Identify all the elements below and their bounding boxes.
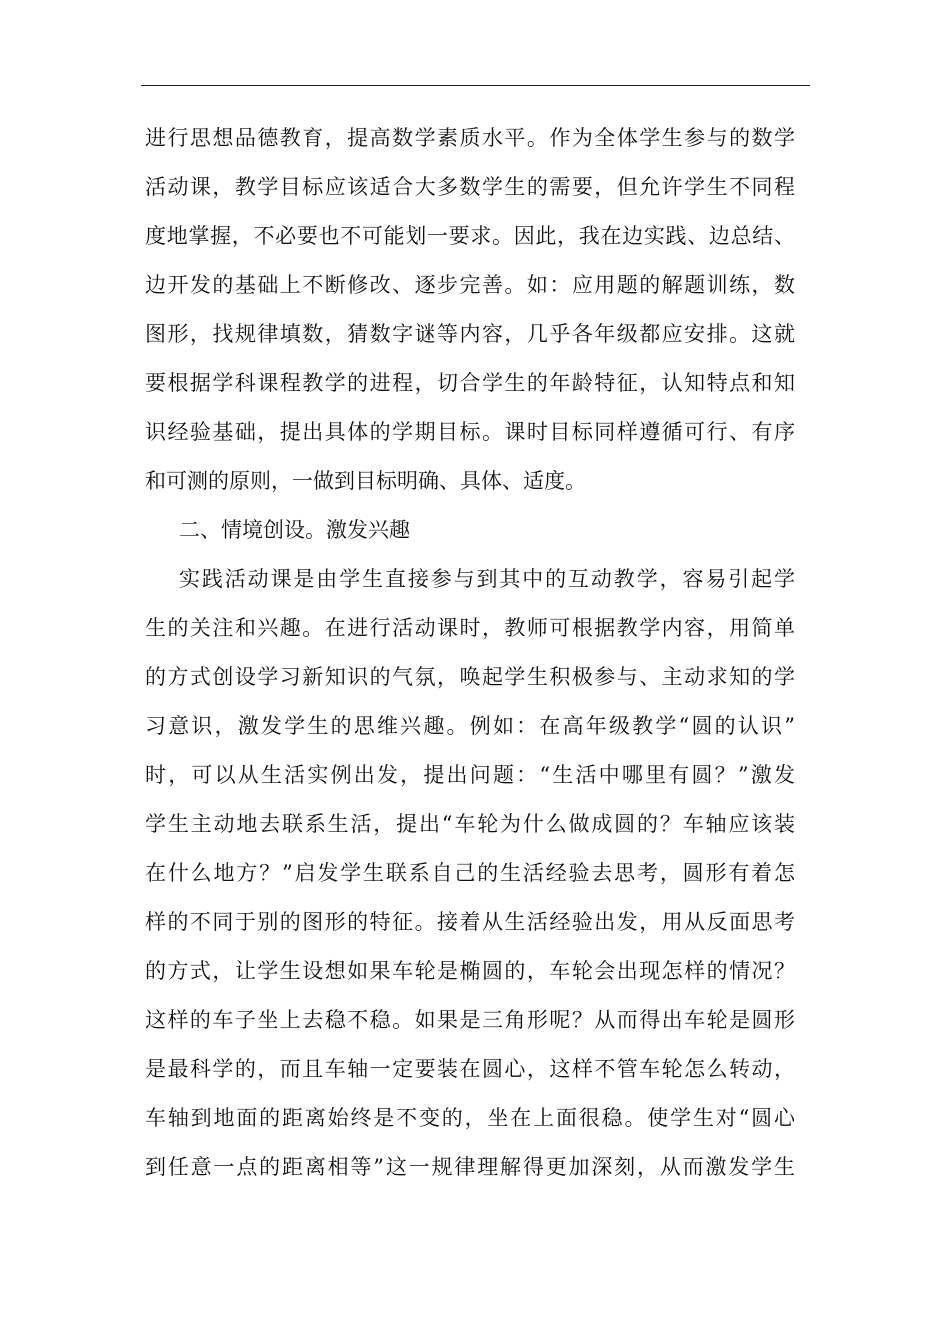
text-line: 样的不同于别的图形的特征。接着从生活经验出发，用从反面思考 (145, 910, 795, 934)
text-line: 图形，找规律填数，猜数字谜等内容，几乎各年级都应安排。这就 (145, 322, 795, 346)
text-line: 的方式创设学习新知识的气氛，唤起学生积极参与、主动求知的学 (145, 665, 795, 689)
document-body (145, 114, 795, 1192)
text-line: 学生主动地去联系生活，提出“车轮为什么做成圆的？车轴应该装 (145, 812, 795, 836)
header-rule (141, 85, 810, 86)
text-line: 和可测的原则，一做到目标明确、具体、适度。 (145, 469, 586, 493)
text-line: 在什么地方？”启发学生联系自己的生活经验去思考，圆形有着怎 (145, 861, 795, 885)
text-line: 度地掌握，不必要也不可能划一要求。因此，我在边实践、边总结、 (145, 224, 795, 248)
text-line: 车轴到地面的距离始终是不变的，坐在上面很稳。使学生对“圆心 (145, 1106, 795, 1130)
text-line: 生的关注和兴趣。在进行活动课时，教师可根据教学内容，用简单 (145, 616, 795, 640)
text-line: 到任意一点的距离相等”这一规律理解得更加深刻，从而激发学生 (145, 1155, 795, 1179)
paragraph-continuation (145, 114, 795, 506)
text-line: 要根据学科课程教学的进程，切合学生的年龄特征，认知特点和知 (145, 371, 795, 395)
text-line: 识经验基础，提出具体的学期目标。课时目标同样遵循可行、有序 (145, 420, 795, 444)
text-line: 边开发的基础上不断修改、逐步完善。如：应用题的解题训练，数 (145, 273, 795, 297)
text-line: 实践活动课是由学生直接参与到其中的互动教学，容易引起学 (179, 567, 795, 591)
text-line: 习意识，激发学生的思维兴趣。例如：在高年级教学“圆的认识” (145, 714, 795, 738)
text-line: 活动课，教学目标应该适合大多数学生的需要，但允许学生不同程 (145, 175, 795, 199)
section-heading (145, 506, 795, 555)
paragraph (145, 555, 795, 1192)
section-heading-text: 二、情境创设。激发兴趣 (179, 518, 410, 542)
text-line: 是最科学的，而且车轴一定要装在圆心，这样不管车轮怎么转动， (145, 1057, 795, 1081)
text-line: 的方式，让学生设想如果车轮是椭圆的，车轮会出现怎样的情况？ (145, 959, 795, 983)
text-line: 进行思想品德教育，提高数学素质水平。作为全体学生参与的数学 (145, 126, 795, 150)
text-line: 时，可以从生活实例出发，提出问题：“生活中哪里有圆？”激发 (145, 763, 795, 787)
text-line: 这样的车子坐上去稳不稳。如果是三角形呢？从而得出车轮是圆形 (145, 1008, 795, 1032)
